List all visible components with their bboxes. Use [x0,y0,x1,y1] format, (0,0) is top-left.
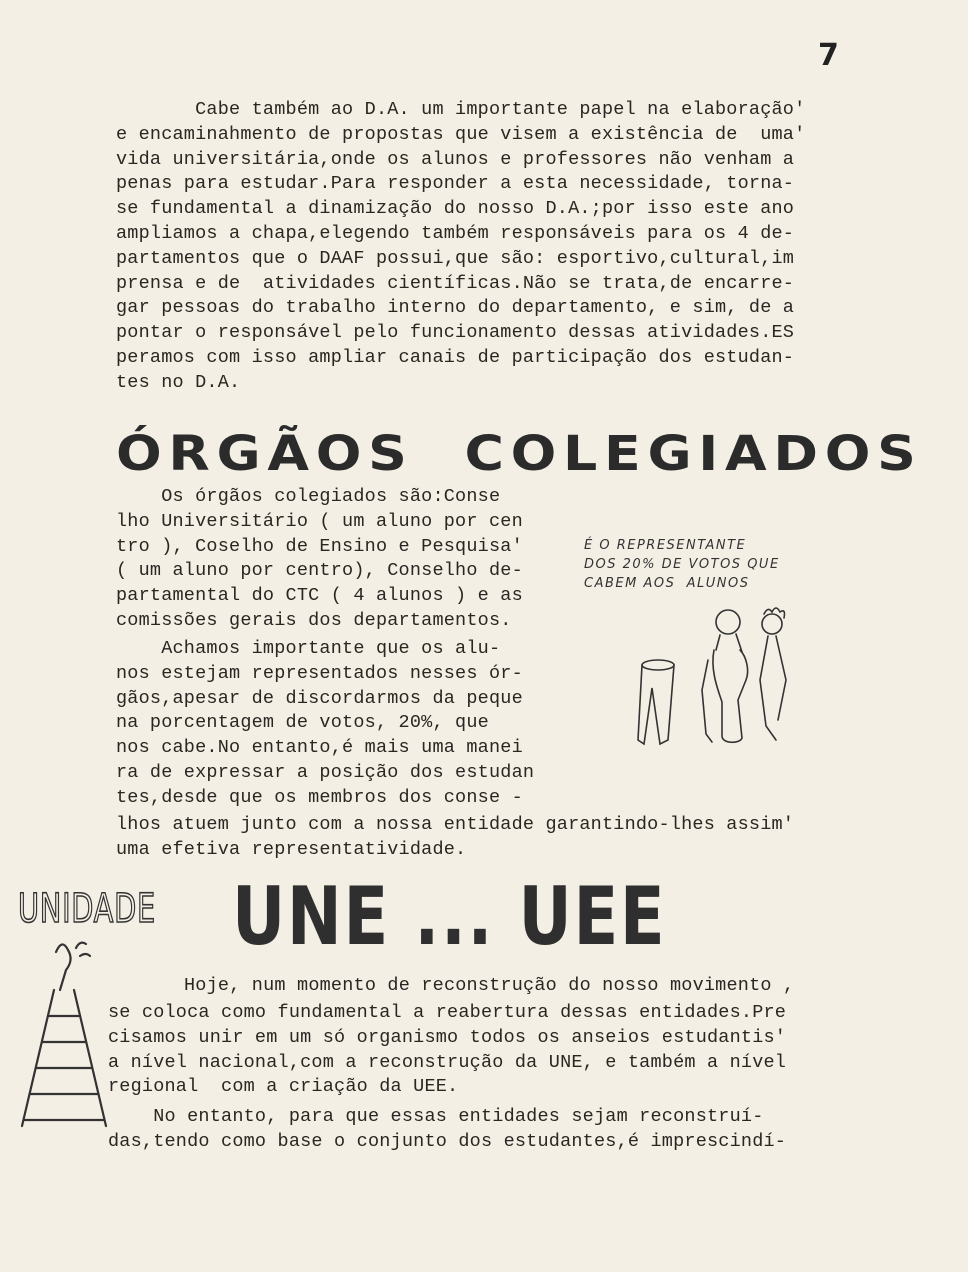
section-heading-une-uee: UNE ... UEE [232,870,667,963]
text-line: vida universitária,onde os alunos e professores não venham a [116,148,795,170]
text-line: gar pessoas do trabalho interno do departamento, e sim, de a [116,297,795,319]
text-line: regional com a criação da UEE. [108,1076,459,1098]
text-line: tes,desde que os membros dos conse - [116,786,523,808]
text-line: Os órgãos colegiados são:Conse [116,486,501,507]
text-line: a nível nacional,com a reconstrução da UNE, e também a nível [108,1051,787,1073]
text-line: DOS 20% DE VOTOS QUE [584,557,780,572]
text-line: Cabe também ao D.A. um importante papel na elaboração' [116,99,806,120]
text-line: das,tendo como base o conjunto dos estudantes,é imprescindí- [108,1130,787,1152]
text-line: lho Universitário ( um aluno por cen [116,510,523,532]
text-line: No entanto, para que essas entidades sejam reconstruí- [108,1106,764,1127]
text-line: ra de expressar a posição dos estudan [116,761,535,783]
text-line: tro ), Coselho de Ensino e Pesquisa' [116,535,523,557]
text-line: É O REPRESENTANTE [584,538,747,553]
orgaos-paragraph-2 [116,637,534,811]
text-line: partamental do CTC ( 4 alunos ) e as [116,585,523,607]
text-line: na porcentagem de votos, 20%, que [116,712,489,734]
text-line: se fundamental a dinamização do nosso D.A.;por isso este ano [116,198,795,220]
text-line: penas para estudar.Para responder a esta necessidade, torna- [116,173,795,195]
text-line: partamentos que o DAAF possui,que são: esportivo,cultural,im [116,247,795,269]
pants-legs [638,665,674,744]
text-line: e encaminahmento de propostas que visem a existência de uma' [116,123,806,145]
person-body [713,650,748,742]
text-line: ( um aluno por centro), Conselho de- [116,560,523,582]
text-line: se coloca como fundamental a reabertura dessas entidades.Pre [108,1002,787,1023]
pants-waist [642,660,674,670]
une-paragraph-1 [108,1001,786,1100]
text-line: uma efetiva representatividade. [116,838,467,860]
cartoon-caption [584,536,780,593]
une-paragraph-2 [108,1105,786,1155]
text-line: prensa e de atividades científicas.Não se trata,de encarre- [116,272,795,294]
text-line: peramos com isso ampliar canais de participação dos estudan- [116,346,795,368]
orgaos-paragraph-1 [116,485,523,634]
text-line: cisamos unir em um só organismo todos os anseios estudantis' [108,1026,787,1048]
text-line: nos cabe.No entanto,é mais uma manei [116,737,523,759]
text-line: tes no D.A. [116,371,241,393]
page-number: 7 [818,38,839,73]
une-paragraph-1-first-line: Hoje, num momento de reconstrução do nosso movimento , [184,975,795,996]
text-line: pontar o responsável pelo funcionamento dessas atividades.ES [116,322,795,344]
text-line: lhos atuem junto com a nossa entidade garantindo-lhes assim' [116,814,795,835]
orgaos-paragraph-2-end [116,813,794,863]
unidade-hand-lettering: UNIDADE [18,886,156,932]
text-line: CABEM AOS ALUNOS [584,576,750,591]
intro-paragraph [116,98,805,396]
text-line: gãos,apesar de discordarmos da peque [116,687,523,709]
text-line: comissões gerais dos departamentos. [116,609,512,631]
second-head [762,614,782,634]
section-heading-orgaos-colegiados: ÓRGÃOS COLEGIADOS [116,426,923,482]
person-head [716,610,740,634]
text-line: nos estejam representados nesses ór- [116,662,523,684]
text-line: Achamos importante que os alu- [116,638,501,659]
text-line: ampliamos a chapa,elegendo também responsáveis para os 4 de- [116,222,795,244]
